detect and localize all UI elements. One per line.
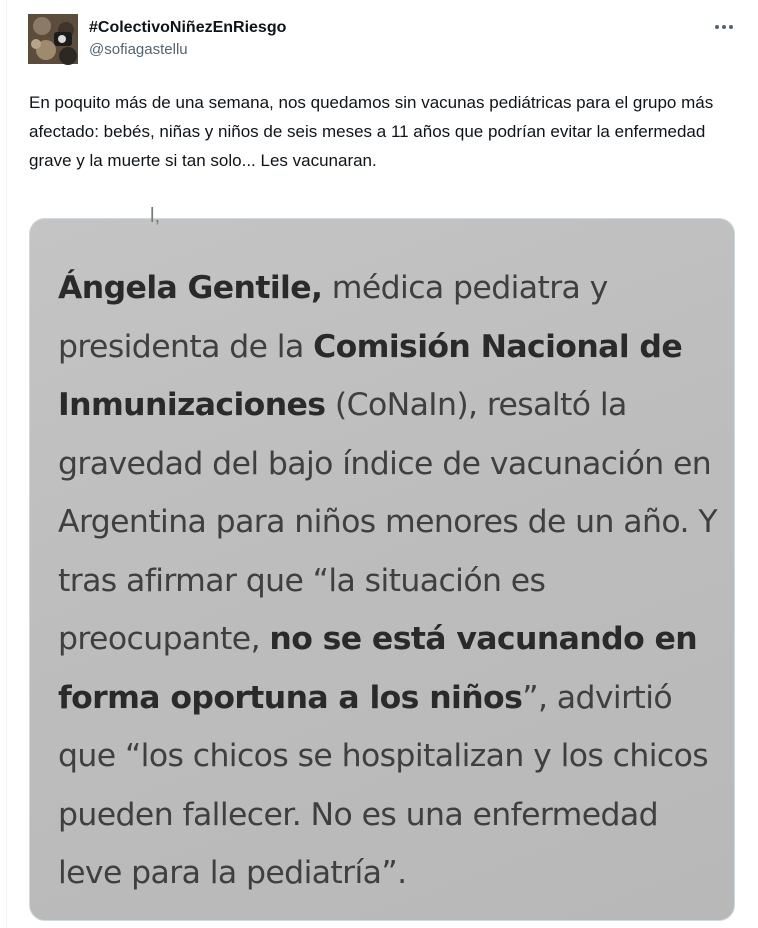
article-segment: (CoNaIn), resaltó la gravedad del bajo índice de vacunación en Argentina para niños menores de un año. Y tras afirmar que “la situación es preocupante, xyxy=(58,387,717,657)
tweet-header xyxy=(28,14,743,66)
media-text-stub: l, xyxy=(150,205,160,227)
author-avatar[interactable] xyxy=(28,14,78,64)
author-display-name[interactable]: #ColectivoNiñezEnRiesgo xyxy=(89,19,287,36)
media-article-text xyxy=(58,259,718,903)
more-options-button[interactable] xyxy=(711,16,737,38)
tweet-media-image[interactable] xyxy=(29,205,735,921)
article-segment: médica pediatra y presidenta de la xyxy=(58,270,608,365)
author-handle[interactable]: @sofiagastellu xyxy=(89,41,188,58)
article-segment: ”, advirtió que “los chicos se hospitalizan y los chicos pueden fallecer. No es una enfermedad leve para la pediatría”. xyxy=(58,679,709,891)
avatar-photo-icon xyxy=(28,14,78,64)
more-horizontal-icon xyxy=(714,24,734,30)
article-segment-bold: Comisión Nacional de Inmunizaciones xyxy=(58,328,683,423)
article-segment-bold: Ángela Gentile, xyxy=(58,270,323,306)
article-segment-bold: no se está vacunando en forma oportuna a los niños xyxy=(58,621,698,716)
author-names xyxy=(89,17,286,60)
left-divider xyxy=(6,0,7,928)
tweet-text: En poquito más de una semana, nos quedamos sin vacunas pediátricas para el grupo más afectado: bebés, niñas y niños de seis meses a 11 años que podrían evitar la enfermedad grave y la muerte si tan solo... Les vacunaran. xyxy=(29,93,714,170)
